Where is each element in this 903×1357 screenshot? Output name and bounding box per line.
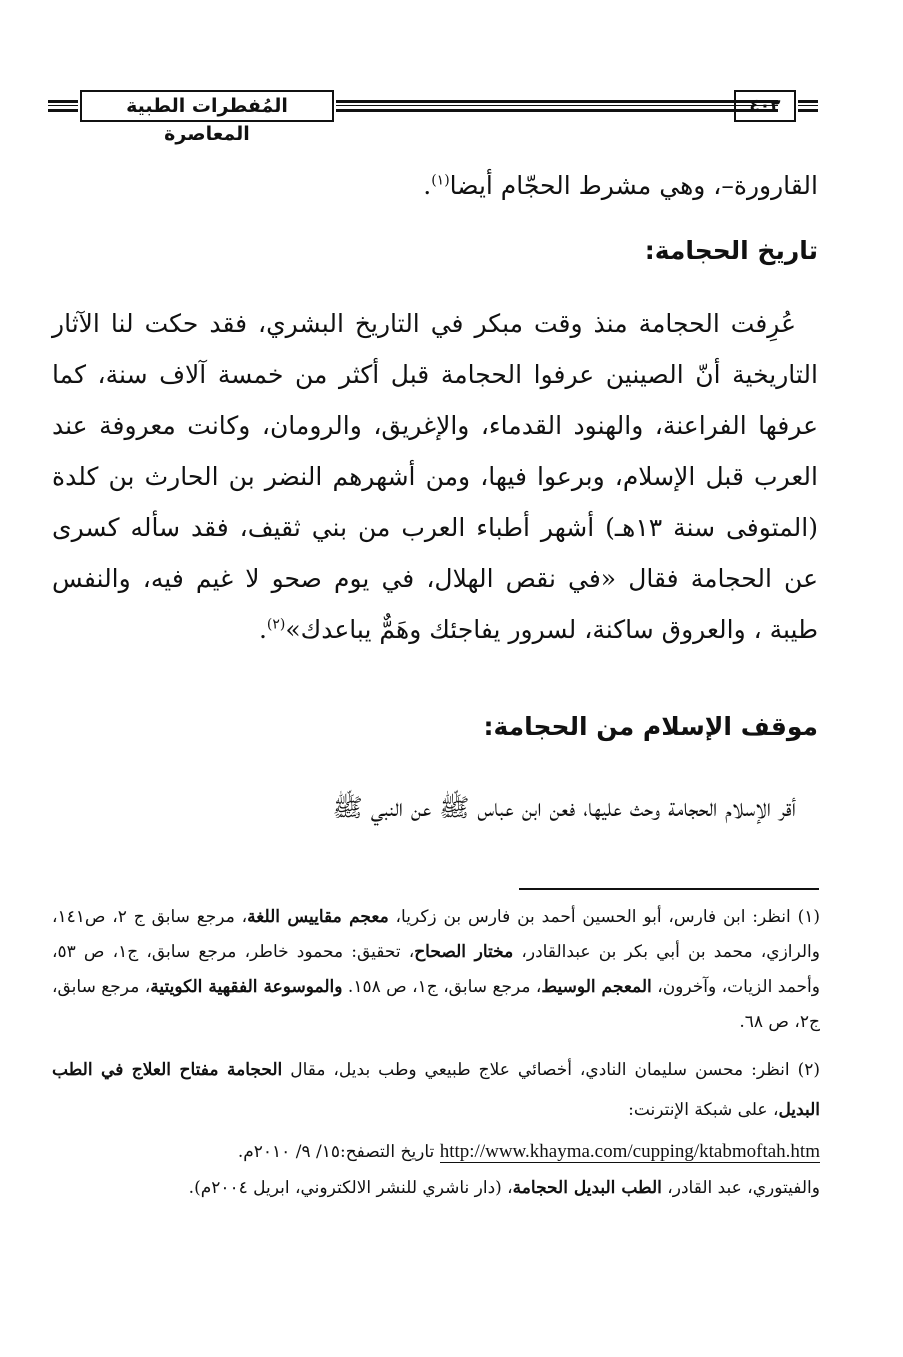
section-heading-islam: موقف الإسلام من الحجامة: (483, 712, 818, 741)
footnote-1-text: ، مرجع سابق، ج٢، ص ٦٨. (52, 977, 820, 1032)
header-rule-left (48, 100, 78, 112)
footnote-ref-1[interactable]: (١) (431, 172, 450, 189)
footnote-ref-2[interactable]: (٢) (266, 616, 286, 633)
footnote-3-text: ، (دار ناشري للنشر الالكتروني، ابريل ٢٠٠٤م). (188, 1178, 513, 1198)
footnote-1-source: المعجم الوسيط (541, 977, 652, 997)
footnote-2-source: الحجامة مفتاح العلاج في الطب البديل (52, 1060, 820, 1120)
footnote-2-url-line (52, 1134, 820, 1170)
section-heading-history: تاريخ الحجامة: (644, 236, 818, 265)
header-rule-right (798, 100, 818, 112)
paragraph-islam: أقر الإسلام الحجامة وحث عليها، فعن ابن عباس ﷺ عن النبي ﷺ (332, 793, 796, 822)
footnote-separator (519, 888, 819, 890)
footnote-3-source: الطب البديل الحجامة (512, 1178, 662, 1198)
paragraph-history (52, 298, 818, 655)
footnote-1-source: والموسوعة الفقهية الكويتية (150, 977, 343, 997)
footnotes (52, 900, 820, 1206)
running-title: المُفطرات الطبية المعاصرة (80, 90, 334, 122)
running-header (48, 86, 818, 145)
footnote-2-access-date: تاريخ التصفح:١٥/ ٩/ ٢٠١٠م. (237, 1142, 440, 1162)
footnote-2 (52, 1050, 820, 1130)
header-rule-middle (336, 100, 778, 112)
footnote-2-link[interactable]: http://www.khayma.com/cupping/ktabmoftah.htm (439, 1141, 820, 1162)
footnote-1-text: ، تحقيق: محمود خاطر، مرجع سابق، ج١، ص ٥٣، وأحمد الزيات، وآخرون، (52, 942, 820, 997)
footnote-1 (52, 900, 820, 1040)
footnote-2-text: ، على شبكة الإنترنت: (628, 1100, 779, 1120)
page-number: ٤٠٢ (734, 90, 796, 122)
paragraph-history-text: عُرِفت الحجامة منذ وقت مبكر في التاريخ البشري، فقد حكت لنا الآثار التاريخية أنّ الصينين عرفوا الحجامة قبل أكثر من خمسة آلاف سنة، كما عرفها الفراعنة، والهنود القدماء، والإغريق، والرومان، وكانت معروفة عند العرب قبل الإسلام، وبرعوا فيها، ومن أشهرهم النضر بن الحارث بن كلدة (المتوفى سنة ١٣هـ) أشهر أطباء العرب من بني ثقيف، فقد سأله كسرى عن الحجامة فقال «في نقص الهلال، في يوم صحو لا غيم فيه، والنفس طيبة ، والعروق ساكنة، لسرور يفاجئك وهَمٌّ يباعدك» (52, 309, 818, 644)
paragraph-end-mark: . (423, 171, 432, 200)
footnote-2-text: (٢) انظر: محسن سليمان النادي، أخصائي علاج طبيعي وطب بديل، مقال (282, 1060, 820, 1080)
footnote-1-source: مختار الصحاح (414, 942, 514, 962)
footnote-1-text: ، مرجع سابق، ج١، ص ١٥٨. (342, 977, 542, 997)
footnote-2-continuation (52, 1170, 820, 1206)
footnote-1-text: ، مرجع سابق ج ٢، ص١٤١، والرازي، محمد بن أبي بكر بن عبدالقادر، (52, 907, 820, 962)
paragraph-continuation-text: القارورة–، وهي مشرط الحجّام أيضا (449, 171, 818, 200)
footnote-3-text: والفيتوري، عبد القادر، (661, 1178, 820, 1198)
footnote-1-text: (١) انظر: ابن فارس، أبو الحسين أحمد بن فارس بن زكريا، (388, 907, 821, 927)
paragraph-continuation (52, 158, 818, 214)
footnote-1-source: معجم مقاييس اللغة (247, 907, 389, 927)
paragraph-history-end: . (258, 615, 267, 644)
